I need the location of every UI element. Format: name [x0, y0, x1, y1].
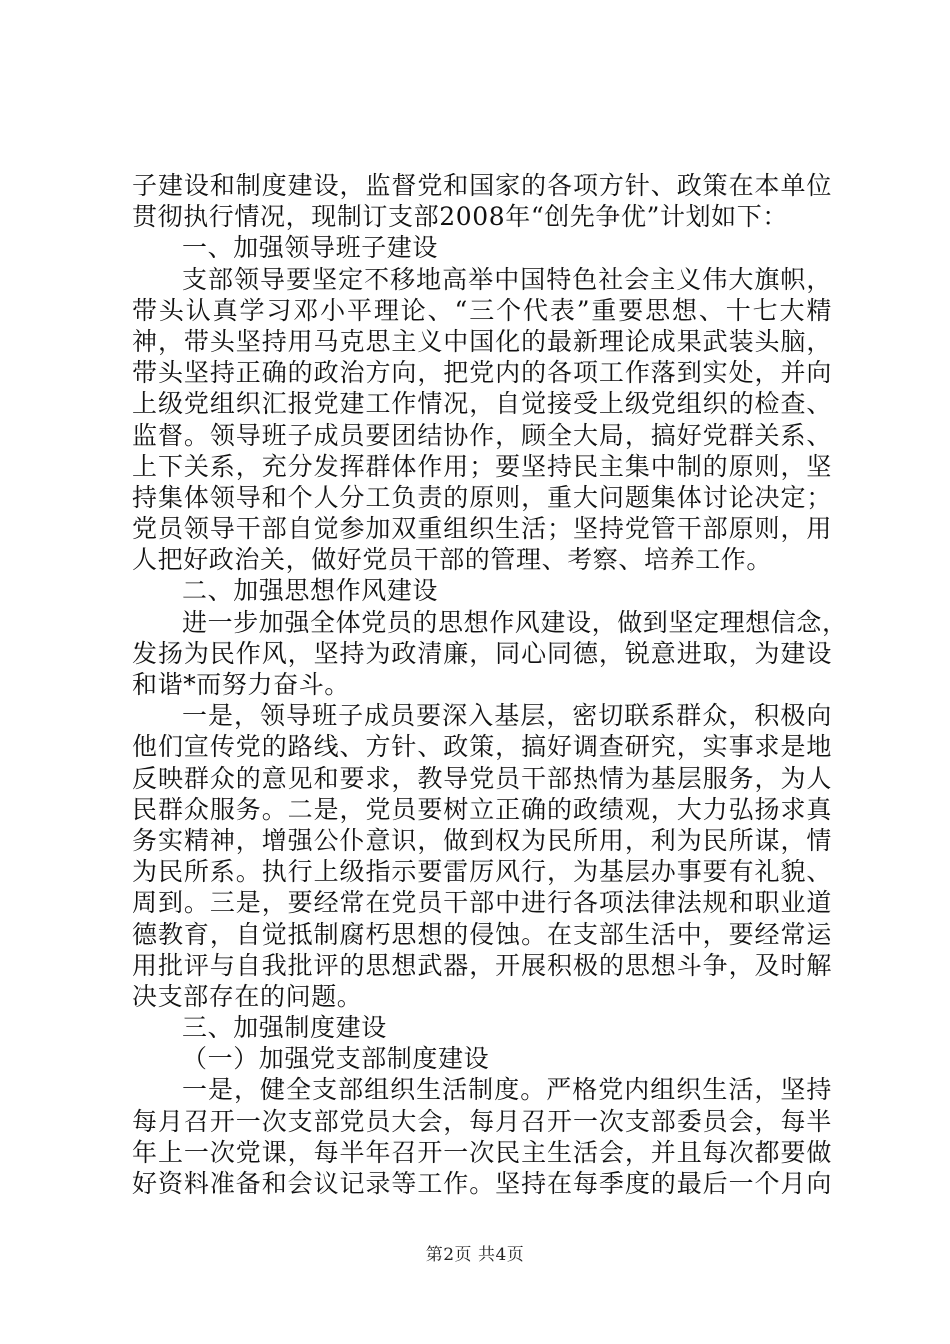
text-line: 民群众服务。二是，党员要树立正确的政绩观，大力弘扬求真: [132, 794, 832, 824]
text-line: 党员领导干部自觉参加双重组织生活；坚持党管干部原则，用: [132, 514, 832, 544]
text-line: 德教育，自觉抵制腐朽思想的侵蚀。在支部生活中，要经常运: [132, 919, 832, 949]
text-line: 发扬为民作风，坚持为政清廉，同心同德，锐意进取，为建设: [132, 638, 832, 668]
text-line: 支部领导要坚定不移地高举中国特色社会主义伟大旗帜，: [182, 264, 832, 294]
text-line: 他们宣传党的路线、方针、政策，搞好调查研究，实事求是地: [132, 732, 832, 762]
text-line: 务实精神，增强公仆意识，做到权为民所用，利为民所谋，情: [132, 825, 832, 855]
text-line: 带头认真学习邓小平理论、“三个代表”重要思想、十七大精: [132, 295, 832, 325]
text-line: 二、加强思想作风建设: [182, 576, 439, 606]
text-line: 用批评与自我批评的思想武器，开展积极的思想斗争，及时解: [132, 950, 832, 980]
text-line: 一是，领导班子成员要深入基层，密切联系群众，积极向: [182, 701, 832, 731]
text-line: 每月召开一次支部党员大会，每月召开一次支部委员会，每半: [132, 1106, 832, 1136]
text-line: 一、加强领导班子建设: [182, 233, 439, 263]
text-line: 进一步加强全体党员的思想作风建设，做到坚定理想信念，: [182, 607, 848, 637]
text-line: （一）加强党支部制度建设: [182, 1044, 490, 1074]
text-line: 持集体领导和个人分工负责的原则，重大问题集体讨论决定；: [132, 482, 832, 512]
text-line: 周到。三是，要经常在党员干部中进行各项法律法规和职业道: [132, 888, 832, 918]
text-line: 决支部存在的问题。: [132, 981, 363, 1011]
document-body: [132, 170, 848, 1199]
text-line: 和谐*而努力奋斗。: [132, 670, 350, 699]
text-line: 带头坚持正确的政治方向，把党内的各项工作落到实处，并向: [132, 358, 832, 388]
text-line: 子建设和制度建设，监督党和国家的各项方针、政策在本单位: [132, 171, 832, 200]
text-line: 上下关系，充分发挥群体作用；要坚持民主集中制的原则，坚: [132, 451, 832, 481]
text-line: 贯彻执行情况，现制订支部2008年“创先争优”计划如下：: [132, 202, 788, 232]
text-line: 好资料准备和会议记录等工作。坚持在每季度的最后一个月向: [132, 1169, 832, 1198]
text-line: 监督。领导班子成员要团结协作，顾全大局，搞好党群关系、: [132, 420, 832, 450]
text-line: 上级党组织汇报党建工作情况，自觉接受上级党组织的检查、: [132, 389, 832, 419]
page-footer: 第2页 共4页: [425, 1245, 525, 1265]
text-line: 反映群众的意见和要求，教导党员干部热情为基层服务，为人: [132, 763, 832, 793]
text-line: 年上一次党课，每半年召开一次民主生活会，并且每次都要做: [132, 1137, 832, 1167]
text-line: 一是，健全支部组织生活制度。严格党内组织生活，坚持: [182, 1075, 832, 1105]
text-line: 三、加强制度建设: [182, 1013, 387, 1043]
text-line: 为民所系。执行上级指示要雷厉风行，为基层办事要有礼貌、: [132, 857, 832, 887]
text-line: 人把好政治关，做好党员干部的管理、考察、培养工作。: [132, 545, 773, 575]
text-line: 神，带头坚持用马克思主义中国化的最新理论成果武装头脑，: [132, 326, 832, 356]
